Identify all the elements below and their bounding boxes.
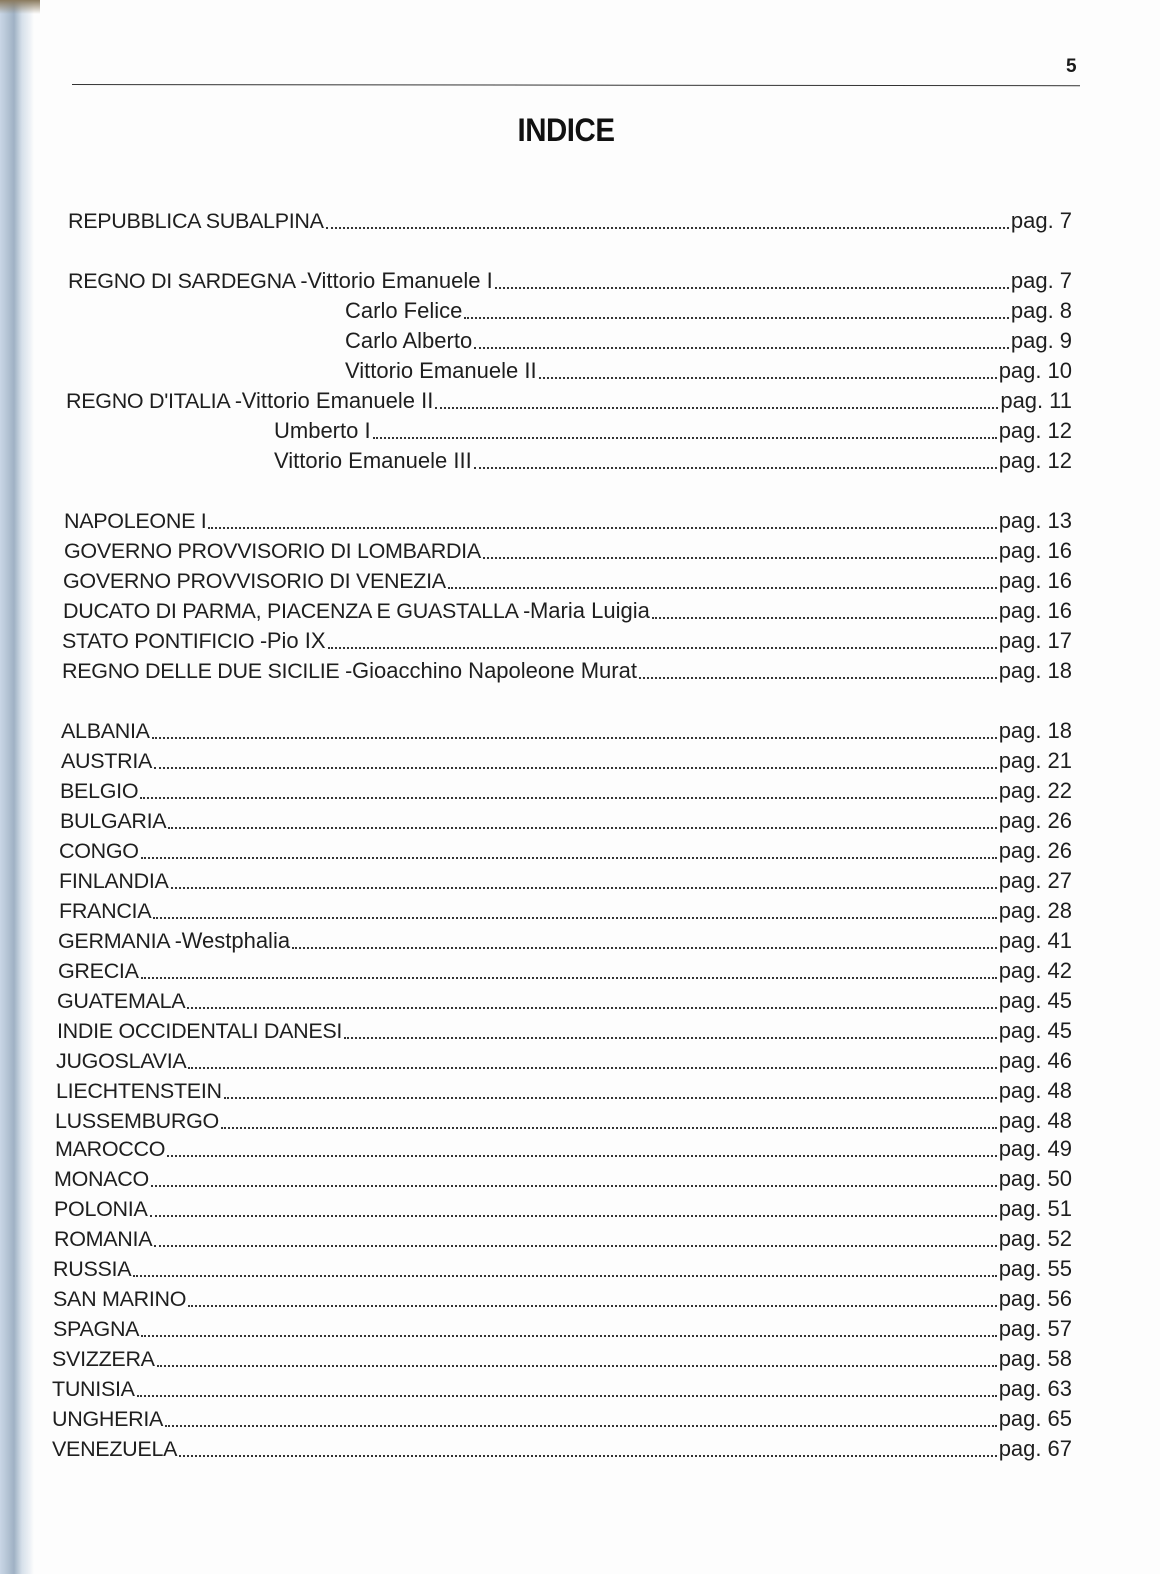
toc-entry-page: [999, 536, 1072, 566]
page-prefix: pag.: [998, 418, 1042, 443]
page-prefix: pag.: [998, 928, 1042, 953]
toc-entry-title: DUCATO DI PARMA, PIACENZA E GUASTALLA -: [63, 599, 530, 623]
dot-leader: [435, 407, 998, 409]
toc-entry-title: MAROCCO: [55, 1137, 166, 1161]
page-prefix: pag.: [998, 748, 1042, 773]
dot-leader: [224, 1097, 997, 1099]
page-prefix: pag.: [998, 868, 1042, 893]
dot-leader: [141, 1335, 996, 1337]
toc-entry: [60, 806, 1072, 836]
toc-entry-title: UNGHERIA: [52, 1407, 164, 1431]
toc-entry: [52, 1434, 1072, 1464]
dot-leader: [326, 227, 1009, 229]
page-value: 48: [1047, 1078, 1072, 1103]
page-value: 42: [1047, 958, 1072, 983]
dot-leader: [140, 797, 996, 799]
page-value: 13: [1047, 508, 1072, 533]
toc-entry-title: GOVERNO PROVVISORIO DI LOMBARDIA: [64, 539, 481, 563]
dot-leader: [141, 977, 997, 979]
page-prefix: pag.: [998, 808, 1042, 833]
toc-entry: [64, 536, 1072, 566]
dot-leader: [188, 1067, 996, 1069]
dot-leader: [154, 1245, 996, 1247]
page-value: 45: [1047, 988, 1072, 1013]
toc-entry-page: [999, 926, 1072, 956]
page-value: 65: [1047, 1406, 1072, 1431]
dot-leader: [179, 1455, 997, 1457]
page-value: 58: [1047, 1346, 1072, 1371]
page-prefix: pag.: [998, 1286, 1042, 1311]
page-value: 28: [1047, 898, 1072, 923]
toc-entry-title: SAN MARINO: [53, 1287, 187, 1311]
toc-entry-title: RUSSIA: [53, 1257, 132, 1281]
dot-leader: [188, 1305, 997, 1307]
page-prefix: pag.: [998, 1136, 1042, 1161]
toc-entry-page: [1011, 296, 1072, 326]
toc-entry-title: GRECIA: [58, 959, 139, 983]
page-prefix: pag.: [998, 718, 1042, 743]
dot-leader: [448, 587, 997, 589]
toc-entry: [53, 1254, 1072, 1284]
page-value: 16: [1047, 538, 1072, 563]
toc-entry-title: INDIE OCCIDENTALI DANESI: [57, 1019, 343, 1043]
toc-entry: [63, 596, 1072, 626]
page-prefix: pag.: [998, 1196, 1042, 1221]
toc-entry: [59, 866, 1072, 896]
dot-leader: [157, 1365, 997, 1367]
page-prefix: pag.: [998, 1048, 1042, 1073]
toc-entry: [57, 986, 1072, 1016]
toc-entry: [62, 626, 1072, 656]
dot-leader: [167, 1155, 997, 1157]
toc-entry-page: [999, 1076, 1072, 1106]
toc-entry: [68, 296, 1072, 326]
book-spine-edge: [0, 0, 40, 14]
toc-entry-page: [999, 596, 1072, 626]
page-value: 48: [1047, 1108, 1072, 1133]
dot-leader: [539, 377, 997, 379]
toc-entry: [54, 1194, 1072, 1224]
toc-entry-page: [999, 1434, 1072, 1464]
page-value: 57: [1047, 1316, 1072, 1341]
dot-leader: [474, 347, 1009, 349]
page-value: 46: [1047, 1048, 1072, 1073]
dot-leader: [152, 737, 997, 739]
toc-entry-page: [999, 1016, 1072, 1046]
page-prefix: pag.: [998, 508, 1042, 533]
page-prefix: pag.: [998, 1166, 1042, 1191]
page-number: 5: [1066, 56, 1077, 77]
toc-entry: [58, 956, 1072, 986]
toc-entry-title: SPAGNA: [53, 1317, 140, 1341]
page-prefix: pag.: [998, 898, 1042, 923]
toc-entry-page: [999, 956, 1072, 986]
toc-entry: [52, 1344, 1072, 1374]
page-value: 7: [1059, 268, 1072, 293]
dot-leader: [208, 527, 996, 529]
dot-leader: [153, 917, 996, 919]
toc-entry: [56, 1046, 1072, 1076]
page-value: 27: [1047, 868, 1072, 893]
page-prefix: pag.: [998, 1226, 1042, 1251]
toc-entry-subtitle: Gioacchino Napoleone Murat: [352, 658, 637, 683]
toc-entry-page: [999, 626, 1072, 656]
dot-leader: [154, 767, 997, 769]
toc-entry: [68, 206, 1072, 236]
page-prefix: pag.: [998, 1108, 1042, 1133]
page-value: 49: [1047, 1136, 1072, 1161]
page-prefix: pag.: [998, 838, 1042, 863]
page-value: 45: [1047, 1018, 1072, 1043]
toc-entry-page: [999, 896, 1072, 926]
toc-entry-subtitle: Carlo Felice: [345, 298, 463, 323]
toc-entry-page: [999, 416, 1072, 446]
page-prefix: pag.: [998, 1018, 1042, 1043]
toc-entry-title: NAPOLEONE I: [64, 509, 207, 533]
page-value: 63: [1047, 1376, 1072, 1401]
page-prefix: pag.: [998, 628, 1042, 653]
page-value: 55: [1047, 1256, 1072, 1281]
toc-entry-page: [999, 776, 1072, 806]
page-prefix: pag.: [998, 1376, 1042, 1401]
toc-entry: [66, 416, 1072, 446]
toc-entry: [56, 1076, 1072, 1106]
page-value: 9: [1059, 328, 1072, 353]
dot-leader: [373, 437, 997, 439]
toc-entry: [59, 836, 1072, 866]
toc-entry-subtitle: Vittorio Emanuele II: [241, 388, 434, 413]
page-prefix: pag.: [998, 598, 1042, 623]
dot-leader: [187, 1007, 996, 1009]
toc-entry: [64, 506, 1072, 536]
toc-entry: [52, 1404, 1072, 1434]
dot-leader: [292, 947, 997, 949]
toc-entry-subtitle: Carlo Alberto: [345, 328, 473, 353]
toc-entry-title: REPUBBLICA SUBALPINA: [68, 209, 324, 233]
page-value: 12: [1047, 418, 1072, 443]
dot-leader: [464, 317, 1009, 319]
page-prefix: pag.: [998, 958, 1042, 983]
page-title: INDICE: [517, 112, 615, 148]
toc-entry-title: SVIZZERA: [52, 1347, 155, 1371]
page-value: 18: [1047, 658, 1072, 683]
toc-entry-page: [1000, 386, 1072, 416]
dot-leader: [171, 887, 997, 889]
toc-entry-page: [999, 356, 1072, 386]
page-prefix: pag.: [998, 1346, 1042, 1371]
toc-entry-title: GERMANIA -: [58, 929, 182, 953]
page-prefix: pag.: [1010, 208, 1054, 233]
toc-entry-title: BELGIO: [60, 779, 139, 803]
toc-entry: [53, 1284, 1072, 1314]
toc-entry: [60, 776, 1072, 806]
page-prefix: pag.: [998, 358, 1042, 383]
page-value: 21: [1047, 748, 1072, 773]
toc-entry-subtitle: Umberto I: [274, 418, 371, 443]
toc-entry: [62, 656, 1072, 686]
toc-entry-title: VENEZUELA: [52, 1437, 178, 1461]
page-value: 52: [1047, 1226, 1072, 1251]
dot-leader: [652, 617, 997, 619]
toc-entry-subtitle: Vittorio Emanuele I: [307, 268, 493, 293]
toc-entry: [59, 896, 1072, 926]
page-value: 16: [1047, 598, 1072, 623]
page-prefix: pag.: [998, 1078, 1042, 1103]
page-value: 51: [1047, 1196, 1072, 1221]
toc-entry: [63, 566, 1072, 596]
toc-entry-title: FRANCIA: [59, 899, 152, 923]
page-prefix: pag.: [998, 778, 1042, 803]
dot-leader: [137, 1395, 997, 1397]
toc-entry-page: [999, 806, 1072, 836]
toc-entry-page: [999, 836, 1072, 866]
toc-entry-page: [999, 1374, 1072, 1404]
page-prefix: pag.: [998, 568, 1042, 593]
page-prefix: pag.: [998, 538, 1042, 563]
toc-entry-title: REGNO DELLE DUE SICILIE -: [62, 659, 352, 683]
dot-leader: [150, 1215, 997, 1217]
dot-leader: [344, 1037, 997, 1039]
toc-entry: [68, 356, 1072, 386]
book-spine-shadow: [0, 0, 34, 1574]
toc-entry-page: [999, 1254, 1072, 1284]
toc-entry-page: [999, 656, 1072, 686]
toc-entry-title: GUATEMALA: [57, 989, 186, 1013]
page-value: 16: [1047, 568, 1072, 593]
toc-entry: [55, 1134, 1072, 1164]
page-value: 22: [1047, 778, 1072, 803]
toc-entry-page: [999, 1106, 1072, 1136]
page-value: 11: [1049, 388, 1072, 413]
dot-leader: [168, 827, 996, 829]
dot-leader: [133, 1275, 996, 1277]
toc-entry-page: [999, 1314, 1072, 1344]
page-value: 12: [1047, 448, 1072, 473]
page-value: 26: [1047, 808, 1072, 833]
toc-entry: [54, 1224, 1072, 1254]
dot-leader: [639, 677, 997, 679]
toc-entry-page: [999, 716, 1072, 746]
dot-leader: [495, 287, 1009, 289]
toc-entry: [54, 1164, 1072, 1194]
toc-entry-page: [999, 866, 1072, 896]
page-prefix: pag.: [998, 988, 1042, 1013]
toc-entry-title: REGNO DI SARDEGNA -: [68, 269, 308, 293]
page-prefix: pag.: [998, 1406, 1042, 1431]
toc-entry: [66, 446, 1072, 476]
toc-entry-title: BULGARIA: [60, 809, 167, 833]
page-value: 7: [1059, 208, 1072, 233]
toc-entry-page: [999, 1284, 1072, 1314]
dot-leader: [474, 467, 997, 469]
page-prefix: pag.: [998, 1316, 1042, 1341]
page-value: 56: [1047, 1286, 1072, 1311]
page-value: 17: [1047, 628, 1072, 653]
toc-entry: [55, 1106, 1072, 1136]
toc-entry-page: [999, 1224, 1072, 1254]
page-prefix: pag.: [1000, 388, 1044, 413]
toc-entry-title: ROMANIA: [54, 1227, 153, 1251]
toc-entry-title: REGNO D'ITALIA -: [66, 389, 242, 413]
toc-entry-title: AUSTRIA: [61, 749, 153, 773]
header-rule: [72, 84, 1080, 86]
toc-entry-title: JUGOSLAVIA: [56, 1049, 187, 1073]
page-value: 50: [1047, 1166, 1072, 1191]
toc-entry-title: POLONIA: [54, 1197, 148, 1221]
toc-entry: [68, 266, 1072, 296]
toc-entry-title: CONGO: [59, 839, 139, 863]
toc-entry: [68, 326, 1072, 356]
page-value: 67: [1047, 1436, 1072, 1461]
page-prefix: pag.: [998, 658, 1042, 683]
toc-entry-page: [999, 1404, 1072, 1434]
toc-entry-page: [999, 1134, 1072, 1164]
toc-entry-page: [999, 566, 1072, 596]
toc-entry: [66, 386, 1072, 416]
toc-entry-page: [999, 506, 1072, 536]
dot-leader: [151, 1185, 997, 1187]
page-prefix: pag.: [1010, 298, 1054, 323]
page-value: 26: [1047, 838, 1072, 863]
toc-entry-subtitle: Westphalia: [181, 928, 291, 953]
toc-entry: [58, 926, 1072, 956]
toc-entry-title: STATO PONTIFICIO -: [62, 629, 267, 653]
toc-entry-subtitle: Maria Luigia: [529, 598, 650, 623]
toc-entry: [61, 746, 1072, 776]
toc-entry: [61, 716, 1072, 746]
toc-entry-title: ALBANIA: [61, 719, 150, 743]
toc-entry-subtitle: Pio IX: [266, 628, 326, 653]
dot-leader: [328, 647, 997, 649]
toc-entry-page: [1011, 266, 1072, 296]
toc-entry: [57, 1016, 1072, 1046]
dot-leader: [141, 857, 997, 859]
toc-entry-title: FINLANDIA: [59, 869, 169, 893]
toc-entry-title: GOVERNO PROVVISORIO DI VENEZIA: [63, 569, 446, 593]
toc-entry-page: [999, 1344, 1072, 1374]
page-value: 41: [1047, 928, 1072, 953]
toc-entry-page: [1011, 206, 1072, 236]
page-prefix: pag.: [998, 1436, 1042, 1461]
toc-entry-page: [999, 986, 1072, 1016]
toc-entry-title: TUNISIA: [52, 1377, 135, 1401]
dot-leader: [483, 557, 997, 559]
toc-entry-title: LIECHTENSTEIN: [56, 1079, 222, 1103]
page-prefix: pag.: [998, 1256, 1042, 1281]
toc-entry-page: [999, 1164, 1072, 1194]
toc-entry-subtitle: Vittorio Emanuele III: [274, 448, 472, 473]
page-value: 8: [1059, 298, 1072, 323]
page-value: 10: [1047, 358, 1072, 383]
toc-entry-page: [999, 1194, 1072, 1224]
toc-entry: [53, 1314, 1072, 1344]
page-prefix: pag.: [998, 448, 1042, 473]
toc-entry-page: [999, 1046, 1072, 1076]
toc-entry-page: [999, 746, 1072, 776]
page-prefix: pag.: [1010, 328, 1054, 353]
toc-entry-title: LUSSEMBURGO: [55, 1109, 219, 1133]
toc-entry-subtitle: Vittorio Emanuele II: [345, 358, 537, 383]
page-value: 18: [1047, 718, 1072, 743]
page-prefix: pag.: [1010, 268, 1054, 293]
toc-entry: [52, 1374, 1072, 1404]
toc-entry-page: [1011, 326, 1072, 356]
toc-entry-page: [999, 446, 1072, 476]
toc-entry-title: MONACO: [54, 1167, 149, 1191]
dot-leader: [165, 1425, 997, 1427]
dot-leader: [221, 1127, 997, 1129]
